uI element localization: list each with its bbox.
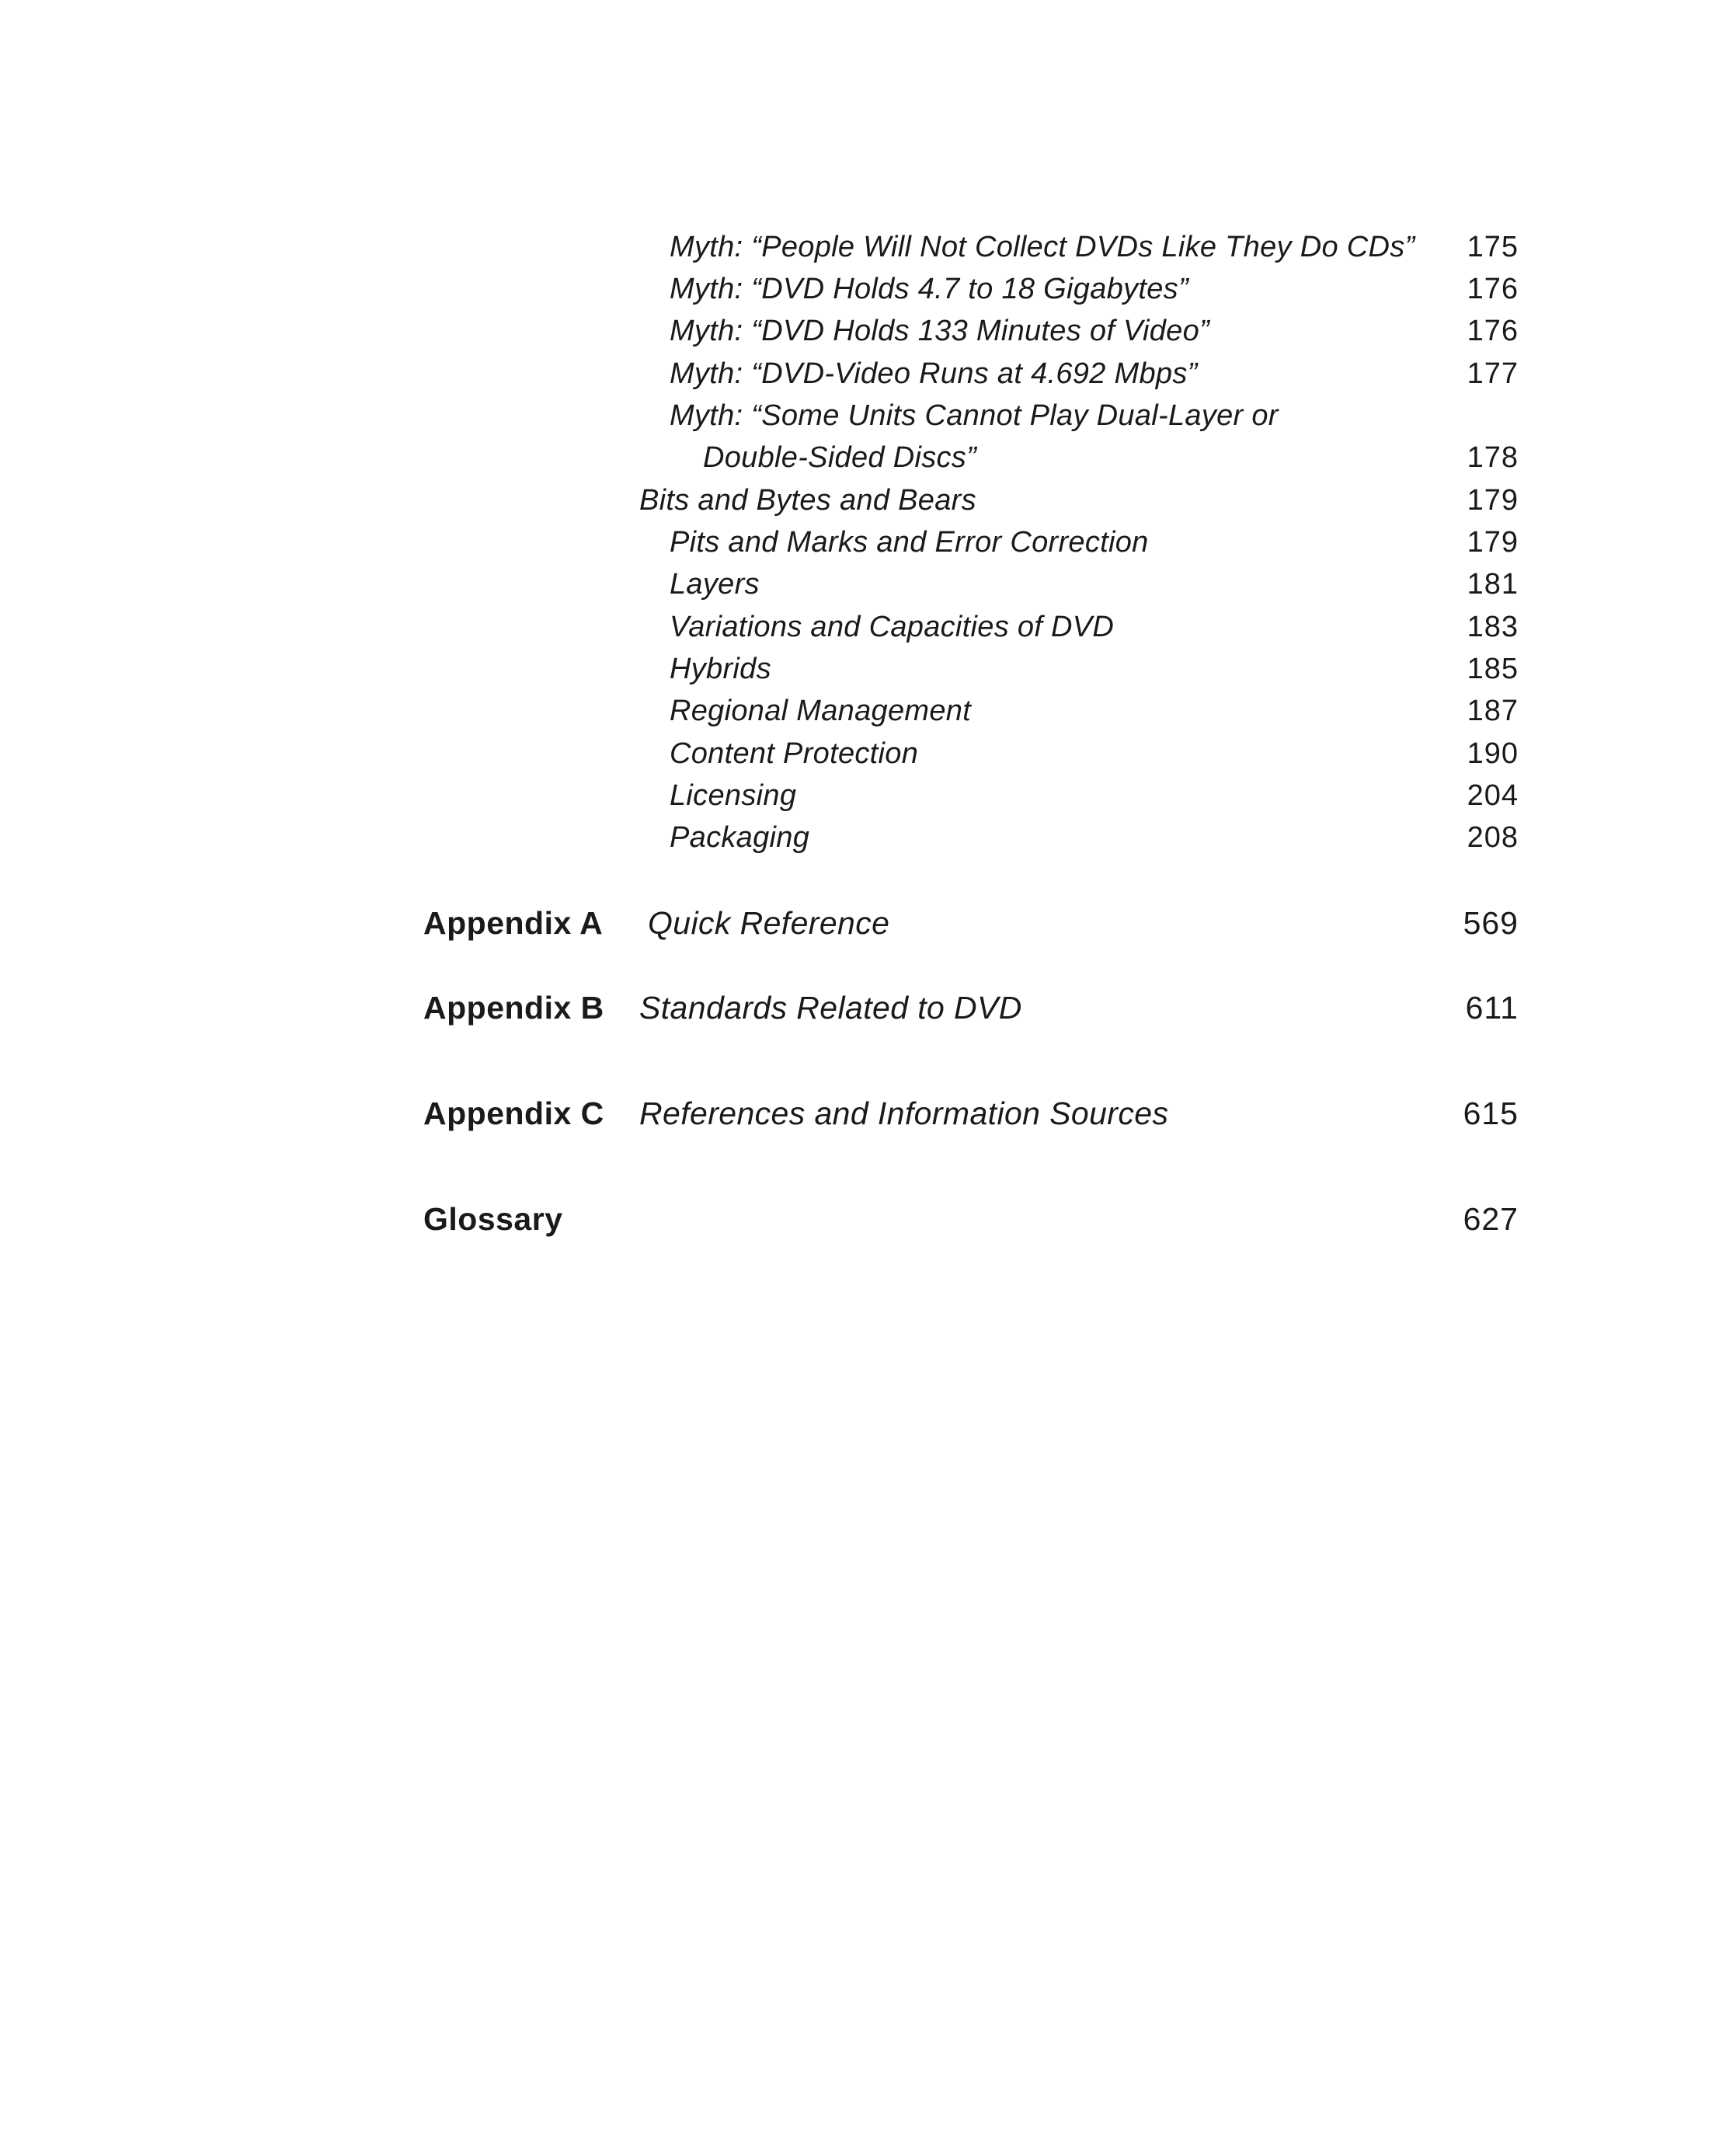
appendix-label: Appendix B [423,990,604,1026]
toc-entry-page: 176 [1467,273,1519,305]
toc-entry-title: Myth: “People Will Not Collect DVDs Like They Do CDs” [670,231,1415,263]
appendix-page: 611 [1465,990,1519,1026]
toc-appendix-c [0,1090,1719,1137]
toc-entry-page: 204 [1467,779,1519,812]
glossary-label: Glossary [423,1201,563,1237]
toc-entry [0,395,1719,437]
toc-entry-page: 177 [1467,357,1519,390]
toc-entry-page: 187 [1467,695,1519,727]
toc-entry-title: Variations and Capacities of DVD [670,611,1115,643]
glossary-page: 627 [1463,1201,1519,1237]
toc-entry [0,310,1719,352]
toc-entry-page: 181 [1467,568,1519,601]
toc-entry [0,648,1719,690]
toc-entry-page: 179 [1467,484,1519,517]
toc-entry-title: Licensing [670,779,797,812]
appendix-page: 569 [1463,905,1519,941]
appendix-title: Standards Related to DVD [639,990,1022,1026]
toc-entry [0,563,1719,605]
toc-entry-title: Layers [670,568,760,601]
toc-entry-page: 176 [1467,315,1519,347]
toc-entry [0,817,1719,859]
appendix-page: 615 [1463,1095,1519,1131]
toc-entry-title: Myth: “DVD-Video Runs at 4.692 Mbps” [670,357,1198,390]
toc-entry-continuation [0,437,1719,479]
toc-entry-page: 185 [1467,653,1519,685]
toc-entry [0,606,1719,648]
toc-entry-page: 175 [1467,231,1519,263]
toc-entry [0,733,1719,775]
appendix-label: Appendix C [423,1095,604,1131]
toc-entry [0,268,1719,310]
toc-entry-title: Myth: “DVD Holds 4.7 to 18 Gigabytes” [670,273,1188,305]
appendix-label: Appendix A [423,905,604,941]
toc-appendix-a [0,900,1719,946]
toc-glossary [0,1196,1719,1242]
toc-entry [0,690,1719,732]
toc-entry [0,775,1719,817]
toc-entry [0,479,1719,521]
toc-entry [0,521,1719,563]
appendix-title: Quick Reference [648,905,890,941]
toc-entry-title-continuation: Double-Sided Discs” [703,441,977,474]
toc-entry-title: Hybrids [670,653,771,685]
toc-entry-page: 179 [1467,526,1519,559]
toc-appendix-b [0,984,1719,1031]
toc-entry-page: 190 [1467,737,1519,770]
toc-entry [0,226,1719,268]
toc-entry-page: 208 [1467,821,1519,854]
toc-entry-title: Myth: “Some Units Cannot Play Dual-Layer or [670,399,1279,432]
toc-entry-page: 178 [1467,441,1519,474]
toc-section-title: Bits and Bytes and Bears [639,484,976,517]
toc-entry-title: Regional Management [670,695,972,727]
toc-entry-title: Myth: “DVD Holds 133 Minutes of Video” [670,315,1209,347]
toc-entry [0,353,1719,395]
toc-entry-page: 183 [1467,611,1519,643]
appendix-title: References and Information Sources [639,1095,1169,1131]
toc-entry-title: Pits and Marks and Error Correction [670,526,1149,559]
toc-entry-title: Content Protection [670,737,919,770]
toc-entry-title: Packaging [670,821,810,854]
